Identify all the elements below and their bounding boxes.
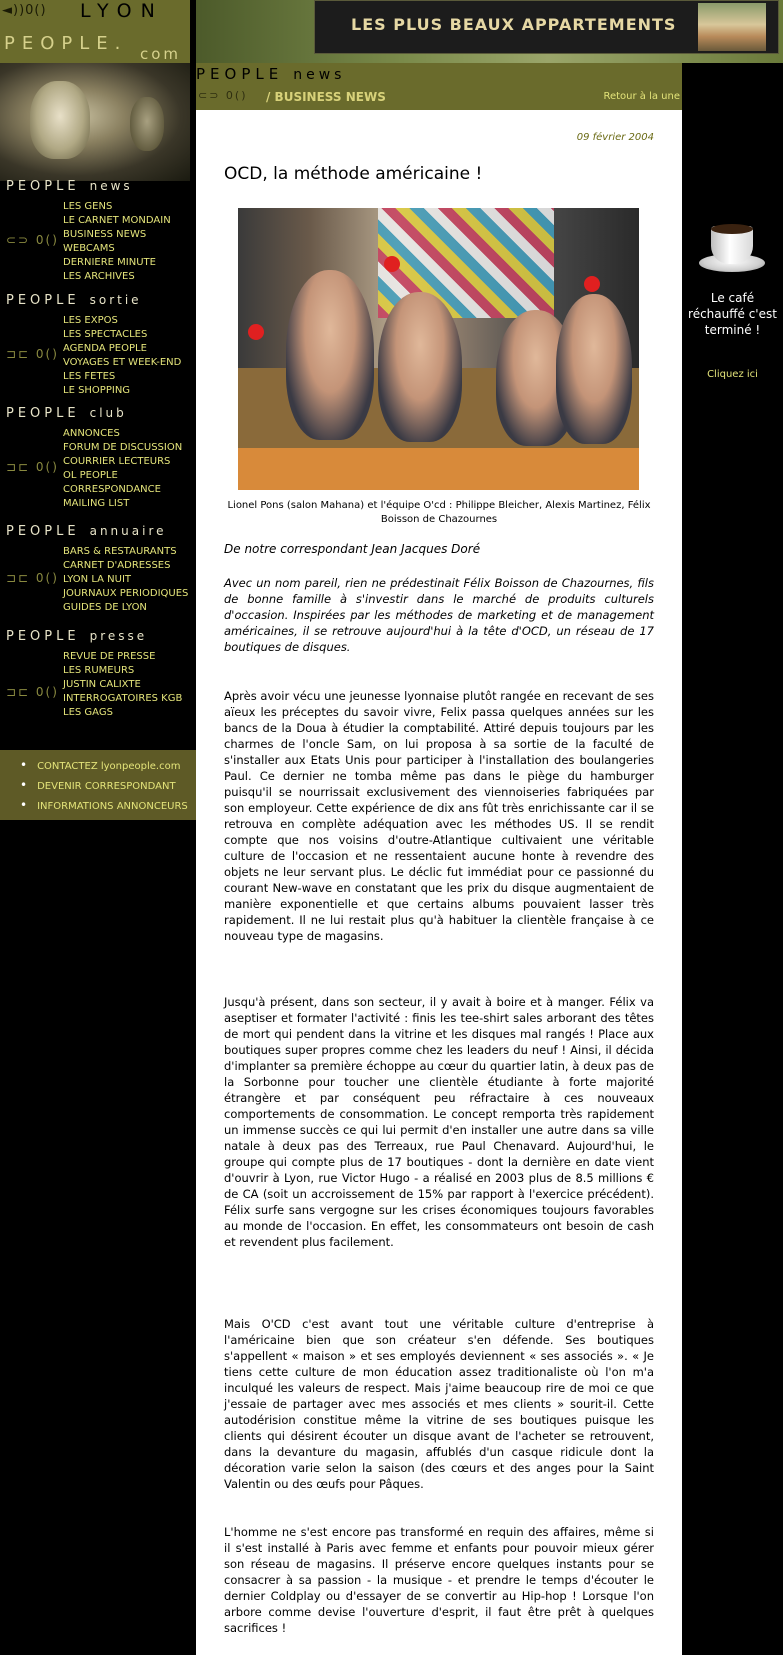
ad-box	[314, 0, 779, 54]
nav-item-archives[interactable]: LES ARCHIVES	[63, 271, 135, 282]
coffee-surface	[711, 224, 753, 234]
ad-banner[interactable]	[196, 0, 783, 63]
portrait-face-secondary	[130, 97, 164, 151]
nav-item-carnet-adresses[interactable]: CARNET D'ADRESSES	[63, 560, 171, 571]
article-byline: De notre correspondant Jean Jacques Doré	[224, 542, 481, 556]
nav-section-title: PEOPLE news	[6, 179, 133, 194]
nav-item-les-gens[interactable]: LES GENS	[63, 201, 113, 212]
nav-item-business-news[interactable]: BUSINESS NEWS	[63, 229, 147, 240]
breadcrumb[interactable]: / BUSINESS NEWS	[266, 90, 386, 104]
nav-item-interrogatoires[interactable]: INTERROGATOIRES KGB	[63, 693, 183, 704]
ad-title: LES PLUS BEAUX APPARTEMENTS	[351, 15, 677, 34]
nav-item-gags[interactable]: LES GAGS	[63, 707, 113, 718]
coffee-cup-icon[interactable]	[699, 214, 765, 276]
nav-item-mailing-list[interactable]: MAILING LIST	[63, 498, 130, 509]
nav-section-title: PEOPLE club	[6, 406, 127, 421]
article-paragraph: L'homme ne s'est encore pas transformé en requin des affaires, même si il s'est installé à Paris avec femme et enfants pour pouvoir mieux gérer son réseau de magasins. Il préserve encore quelques instants pour se consacrer à sa passion - la musique - et prendre le temps d'écouter le dernier Coldplay ou d'essayer de se convertir au Hip-hop ! Lorsque l'on arbore comme devise l'ouverture d'esprit, il faut être prêt à quelques sacrifices !	[224, 1525, 654, 1635]
nav-item-expos[interactable]: LES EXPOS	[63, 315, 118, 326]
promo-link[interactable]: Cliquez ici	[707, 369, 758, 380]
right-sidebar	[682, 110, 783, 1655]
nav-item-fetes[interactable]: LES FETES	[63, 371, 116, 382]
heart-decoration	[248, 324, 264, 340]
contact-link[interactable]: • CONTACTEZ lyonpeople.com	[20, 756, 188, 776]
article-paragraph: Après avoir vécu une jeunesse lyonnaise plutôt rangée en recevant de ses aïeux les préceptes du savoir vivre, Felix passa quelques années sur les bancs de la Doua à étudier la comptabilité. Attiré depuis toujours par les charmes de l'oncle Sam, on lui proposa à sa sortie de la faculté de s'installer aux Etats Unis pour participer à l'installation des boulangeries Paul. Ce dernier ne tomba même pas dans le piège du hamburger puisqu'il se nourrissait exclusivement des viennoiseries fabriquées par son employeur. Cette expérience de dix ans fût très enrichissante car il se retrouva en complète adéquation avec les méthodes US. Il se rendit compte que nos voisins d'outre-Atlantique cultivaient une véritable culture de l'occasion et ne ressentaient aucune honte à revendre des objets ne leur servant plus. Le déclic fut immédiat pour ce passionné du courant New-wave en constatant que les prix du disque augmentaient de manière exponentielle et que certains albums pouvaient lasser très rapidement. Il ne lui restait plus qu'à habituer la clientèle française à ce nouveau type de magasins.	[224, 689, 654, 943]
ad-photo	[698, 3, 766, 51]
logo-com: com	[140, 45, 182, 63]
nav-item-journaux[interactable]: JOURNAUX PERIODIQUES	[63, 588, 189, 599]
nav-section-title: PEOPLE annuaire	[6, 524, 167, 539]
speaker-icon: ⊐⊏ 0()	[6, 571, 59, 585]
nav-item-forum[interactable]: FORUM DE DISCUSSION	[63, 442, 183, 453]
header-photo	[0, 63, 190, 181]
article-lead: Avec un nom pareil, rien ne prédestinait Félix Boisson de Chazournes, fils de bonne famille à s'investir dans le marché de produits culturels d'occasion. Inspirées par les méthodes de marketing et de management américaines, il se retrouve aujourd'hui à la tête d'OCD, un réseau de 17 boutiques de disques.	[224, 576, 654, 654]
speaker-icon: ⊐⊏ 0()	[6, 685, 59, 699]
speaker-icon: ⊐⊏ 0()	[6, 460, 59, 474]
speaker-icon: ⊐⊏ 0()	[6, 347, 59, 361]
nav-item-lyon-la-nuit[interactable]: LYON LA NUIT	[63, 574, 132, 585]
article-date: 09 février 2004	[576, 132, 654, 143]
photo-table	[238, 448, 639, 490]
nav-item-correspondance[interactable]: CORRESPONDANCE	[63, 484, 161, 495]
nav-item-webcams[interactable]: WEBCAMS	[63, 243, 115, 254]
heart-decoration	[384, 256, 400, 272]
person	[378, 292, 462, 442]
nav-item-shopping[interactable]: LE SHOPPING	[63, 385, 131, 396]
heart-decoration	[584, 276, 600, 292]
main-content	[196, 110, 682, 1655]
article-paragraph: Mais O'CD c'est avant tout une véritable culture d'entreprise à l'américaine bien que son créateur s'en défende. Ses boutiques s'appellent « maison » et ses employés deviennent « ses associés ». « Je tiens cette culture de mon éducation assez traditionaliste où l'on m'a inculqué les valeurs de respect. Mais j'aime beaucoup rire de moi ce que j'essaie de partager avec mes associés et mes clients » sourit-il. Cette autodérision constitue même la vitrine de ses boutiques puisque les clients qui désirent écouter un disque avant de l'acheter se retrouvent, dans la devanture du magasin, affublés d'un casque ridicule dont la décoration varie selon la saison (des cœurs et des anges pour la Saint Valentin ou des œufs pour Pâques.	[224, 1317, 654, 1491]
photo-caption: Lionel Pons (salon Mahana) et l'équipe O'cd : Philippe Bleicher, Alexis Martinez, Félix Boisson de Chazournes	[227, 500, 651, 525]
become-correspondent-link[interactable]: • DEVENIR CORRESPONDANT	[20, 776, 188, 796]
speaker-icon: ⊂⊃ 0()	[198, 89, 248, 102]
nav-item-spectacles[interactable]: LES SPECTACLES	[63, 329, 148, 340]
section-title: PEOPLE news	[196, 65, 346, 83]
left-sidebar	[0, 63, 190, 1655]
portrait-face	[30, 81, 90, 159]
nav-item-rumeurs[interactable]: LES RUMEURS	[63, 665, 135, 676]
nav-item-ol-people[interactable]: OL PEOPLE	[63, 470, 118, 481]
nav-section-title: PEOPLE presse	[6, 629, 148, 644]
nav-item-courrier[interactable]: COURRIER LECTEURS	[63, 456, 171, 467]
article-headline: OCD, la méthode américaine !	[224, 164, 483, 184]
speaker-icon: ⊂⊃ 0()	[6, 233, 59, 247]
person	[286, 270, 374, 440]
nav-item-bars[interactable]: BARS & RESTAURANTS	[63, 546, 177, 557]
nav-item-guides[interactable]: GUIDES DE LYON	[63, 602, 147, 613]
nav-item-revue-presse[interactable]: REVUE DE PRESSE	[63, 651, 156, 662]
logo-city: LYON	[80, 0, 164, 22]
article-photo	[238, 208, 639, 490]
nav-item-derniere-minute[interactable]: DERNIERE MINUTE	[63, 257, 156, 268]
person	[556, 294, 632, 444]
advertiser-info-link[interactable]: • INFORMATIONS ANNONCEURS	[20, 796, 188, 816]
back-to-home-link[interactable]: Retour à la une	[603, 91, 680, 102]
article-paragraph: Jusqu'à présent, dans son secteur, il y avait à boire et à manger. Félix va aseptiser et formater l'activité : finis les tee-shirt sales arborant des têtes de mort qui pendent dans la vitrine et les disques mal rangés ! Place aux boutiques super propres comme chez les leaders du neuf ! Ainsi, il décida d'implanter sa première échoppe au cœur du quartier latin, à deux pas de la Sorbonne pour toucher une clientèle étudiante à forte majorité étrangère et par conséquent peu réfractaire à ces nouveaux comportements de consommation. Le concept remporta très rapidement un immense succès ce qui lui permit d'en installer une autre dans sa ville natale à deux pas des Terreaux, rue Paul Chenavard. Aujourd'hui, le groupe qui compte plus de 17 boutiques - dont la dernière en date vient d'ouvrir à Lyon, rue Victor Hugo - a réalisé en 2003 plus de 8.5 millions € de CA (soit un accroissement de 15% par rapport à l'exercice précédent). Félix surfe sans vergogne sur les crises économiques toujours favorables au monde de l'occasion. En effet, les consommateurs ont besoin de cash et revendent plus facilement.	[224, 995, 654, 1249]
speaker-icon: ◄))0()	[2, 3, 47, 18]
nav-item-voyages[interactable]: VOYAGES ET WEEK-END	[63, 357, 182, 368]
promo-text: Le café réchauffé c'est terminé !	[688, 291, 777, 337]
nav-item-agenda[interactable]: AGENDA PEOPLE	[63, 343, 147, 354]
nav-item-annonces[interactable]: ANNONCES	[63, 428, 120, 439]
nav-item-justin-calixte[interactable]: JUSTIN CALIXTE	[63, 679, 141, 690]
contact-links	[0, 750, 197, 820]
nav-section-title: PEOPLE sortie	[6, 293, 142, 308]
section-bar	[196, 63, 682, 110]
site-logo[interactable]	[0, 0, 190, 63]
logo-people: PEOPLE.	[4, 33, 128, 54]
nav-item-carnet-mondain[interactable]: LE CARNET MONDAIN	[63, 215, 171, 226]
